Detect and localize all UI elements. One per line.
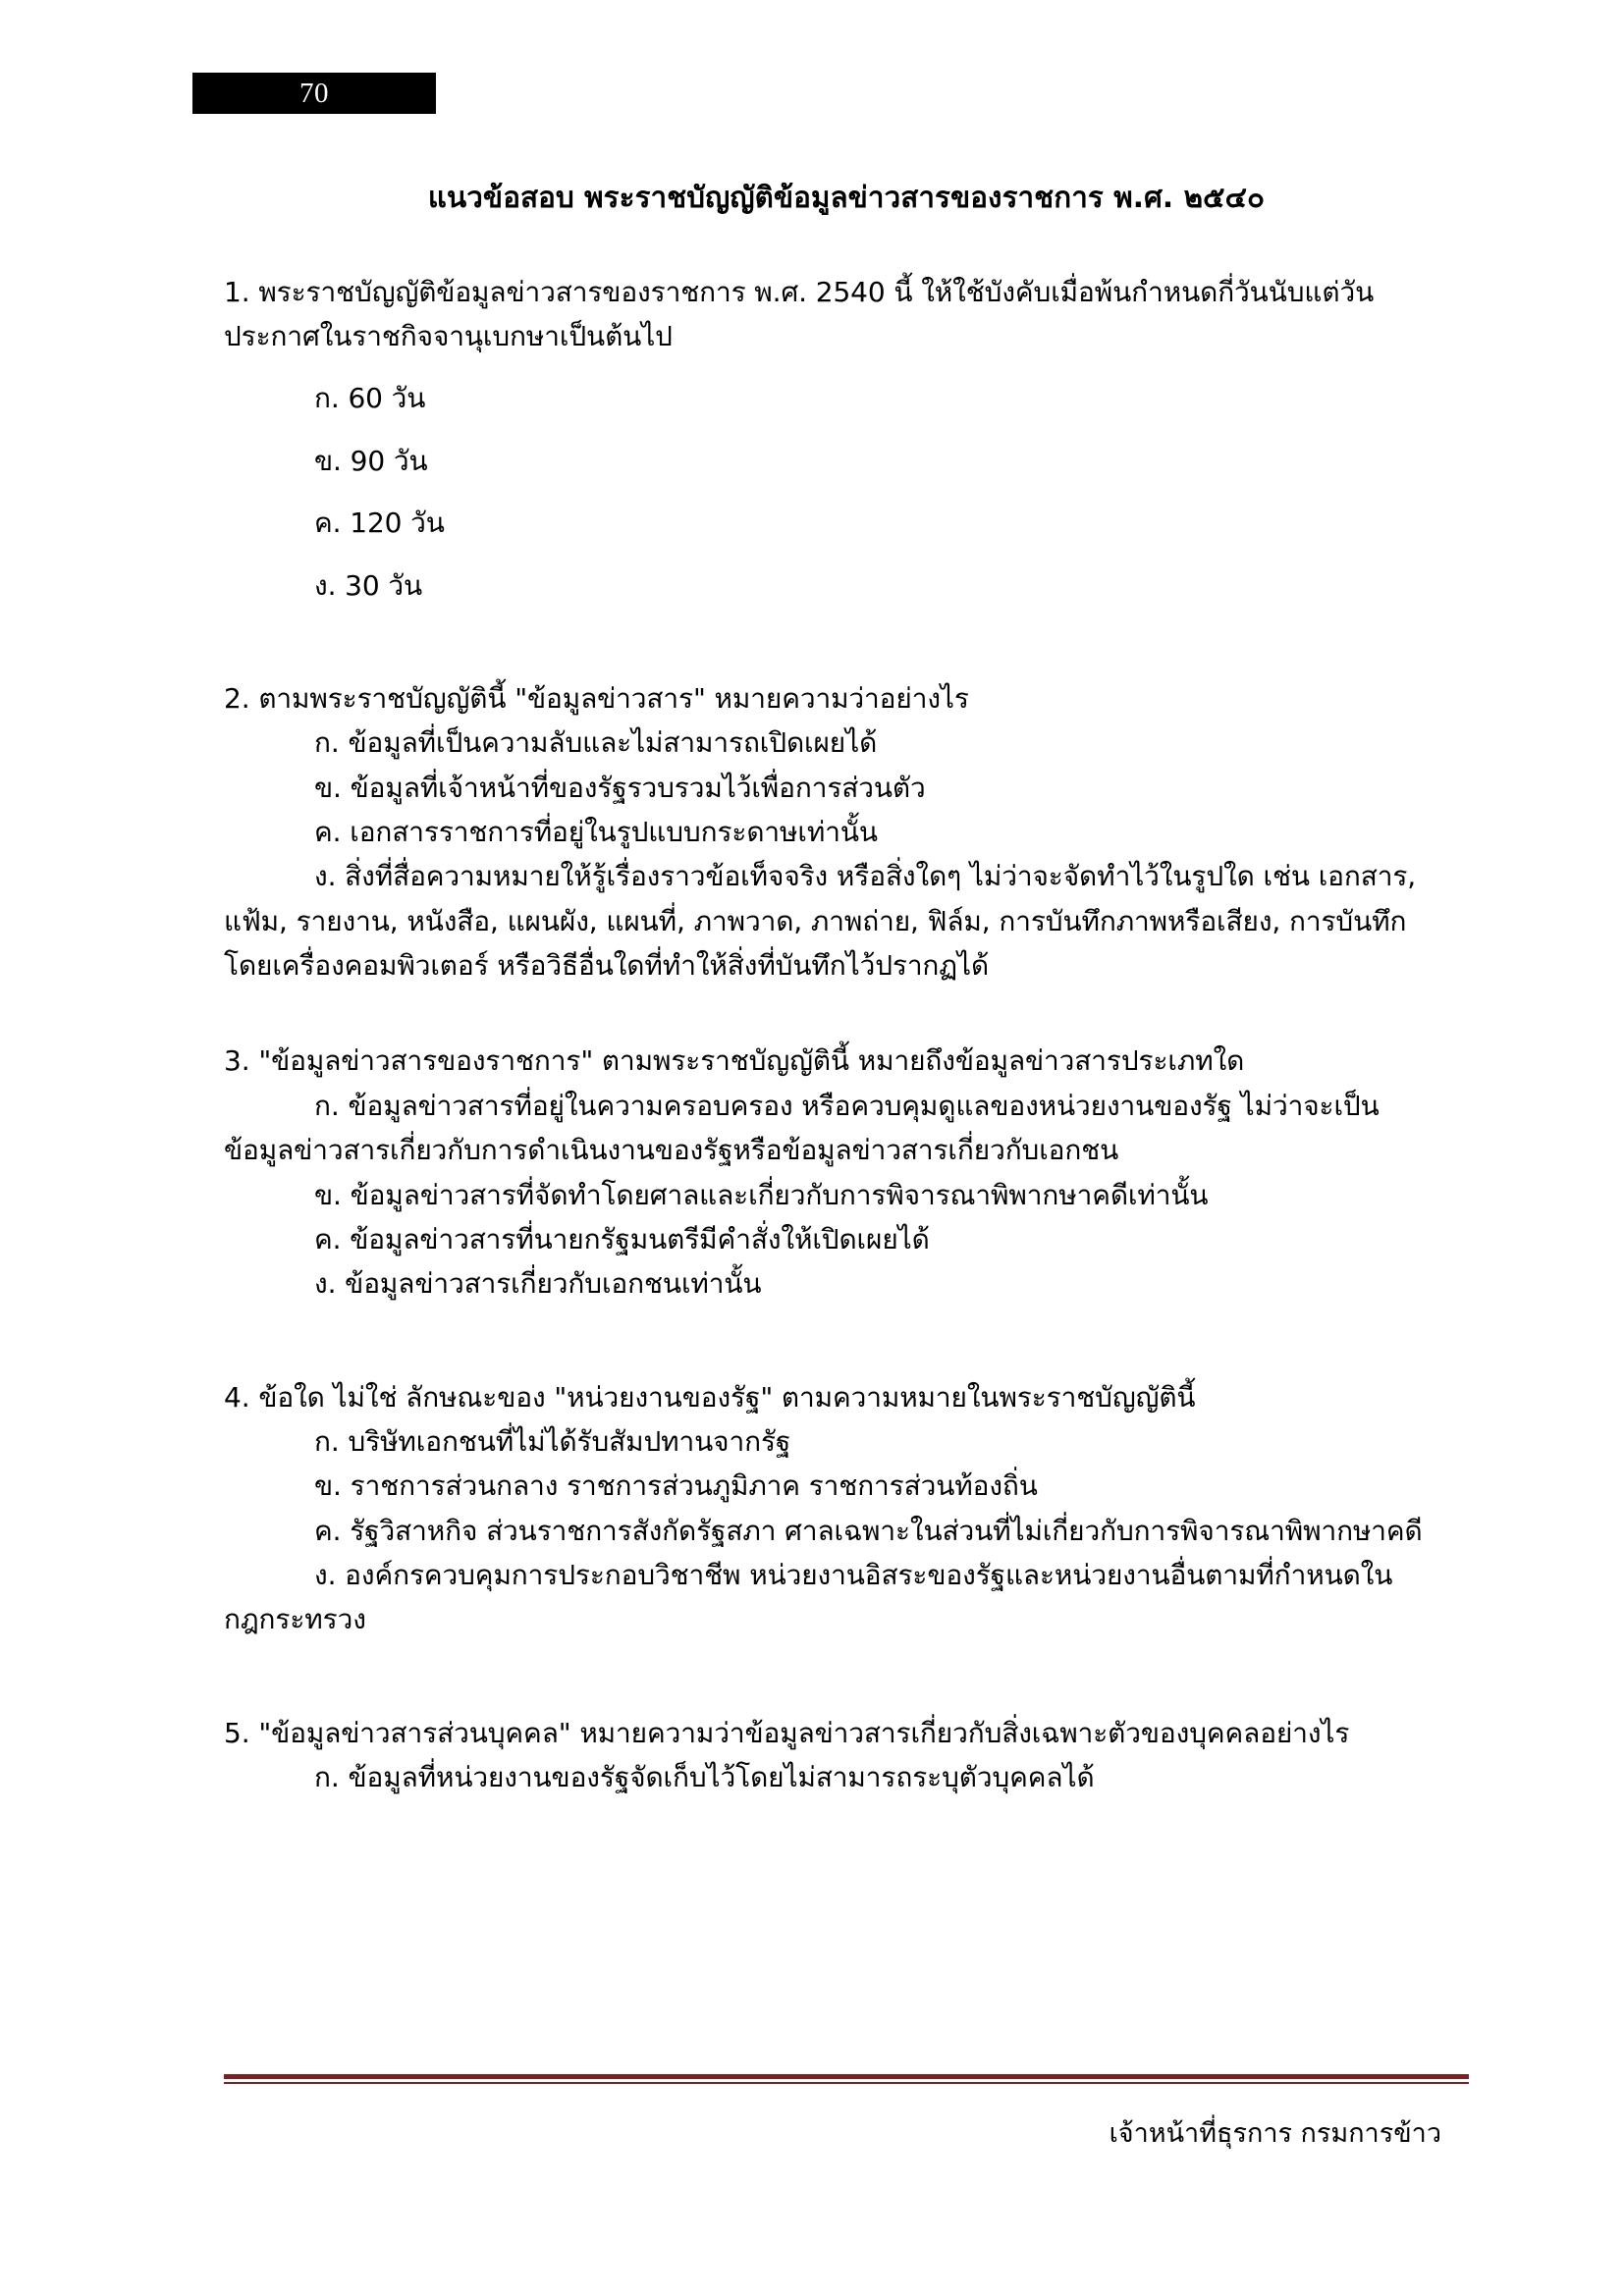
spacer bbox=[224, 659, 1469, 676]
footer-rule-thin bbox=[224, 2082, 1469, 2084]
question-5-choice-a: ก. ข้อมูลที่หน่วยงานของรัฐจัดเก็บไว้โดยไม่สามารถระบุตัวบุคคลได้ bbox=[314, 1761, 1095, 1794]
question-2-choice-d-cont-2: โดยเครื่องคอมพิวเตอร์ หรือวิธีอื่นใดที่ทำให้สิ่งที่บันทึกไว้ปรากฏได้ bbox=[224, 949, 990, 983]
question-2-choice-d-cont-1: แฟ้ม, รายงาน, หนังสือ, แผนผัง, แผนที่, ภาพวาด, ภาพถ่าย, ฟิล์ม, การบันทึกภาพหรือเสียง, การบันทึก bbox=[224, 904, 1407, 937]
question-3-choice-c: ค. ข้อมูลข่าวสารที่นายกรัฐมนตรีมีคำสั่งให้เปิดเผยได้ bbox=[314, 1222, 930, 1255]
spacer bbox=[224, 1693, 1469, 1711]
question-2 bbox=[224, 676, 1469, 988]
question-1-stem-line-1: 1. พระราชบัญญัติข้อมูลข่าวสารของราชการ พ.ศ. 2540 นี้ ให้ใช้บังคับเมื่อพ้นกำหนดกี่วันนับแต่วัน bbox=[224, 275, 1375, 308]
question-5 bbox=[224, 1711, 1469, 1800]
question-1-choice-b: ข. 90 วัน bbox=[314, 444, 428, 477]
question-4-stem-line-1: 4. ข้อใด ไม่ใช่ ลักษณะของ "หน่วยงานของรัฐ" ตามความหมายในพระราชบัญญัตินี้ bbox=[224, 1380, 1196, 1414]
spacer bbox=[224, 1358, 1469, 1375]
page-number-bar bbox=[192, 73, 436, 114]
footer-divider bbox=[224, 2074, 1469, 2084]
footer-text: เจ้าหน้าที่ธุรการ กรมการข้าว bbox=[1109, 2118, 1441, 2149]
page-number: 70 bbox=[299, 77, 329, 109]
spacer bbox=[224, 608, 1469, 659]
question-1-stem-line-2: ประกาศในราชกิจจานุเบกษาเป็นต้นไป bbox=[224, 320, 673, 353]
question-1-choice-a: ก. 60 วัน bbox=[314, 382, 426, 415]
question-2-choice-b: ข. ข้อมูลที่เจ้าหน้าที่ของรัฐรวบรวมไว้เพื่อการส่วนตัว bbox=[314, 771, 926, 804]
question-4-choice-d-cont: กฎกระทรวง bbox=[224, 1603, 366, 1636]
spacer bbox=[224, 1307, 1469, 1358]
question-2-choice-c: ค. เอกสารราชการที่อยู่ในรูปแบบกระดาษเท่านั้น bbox=[314, 816, 878, 848]
question-3-stem-line-1: 3. "ข้อมูลข่าวสารของราชการ" ตามพระราชบัญญัตินี้ หมายถึงข้อมูลข่าวสารประเภทใด bbox=[224, 1044, 1245, 1078]
question-1-choice-d: ง. 30 วัน bbox=[314, 568, 423, 602]
question-4-choice-a: ก. บริษัทเอกชนที่ไม่ได้รับสัมปทานจากรัฐ bbox=[314, 1424, 791, 1458]
question-5-stem-line-1: 5. "ข้อมูลข่าวสารส่วนบุคคล" หมายความว่าข้อมูลข่าวสารเกี่ยวกับสิ่งเฉพาะตัวของบุคคลอย่างไร bbox=[224, 1716, 1350, 1749]
spacer bbox=[224, 219, 1469, 270]
spacer bbox=[224, 421, 1469, 439]
footer-rule-thick bbox=[224, 2074, 1469, 2079]
question-3 bbox=[224, 1039, 1469, 1306]
question-3-choice-a: ก. ข้อมูลข่าวสารที่อยู่ในความครอบครอง หรือควบคุมดูแลของหน่วยงานของรัฐ ไม่ว่าจะเป็น bbox=[314, 1089, 1380, 1122]
question-3-choice-b: ข. ข้อมูลข่าวสารที่จัดทำโดยศาลและเกี่ยวกับการพิจารณาพิพากษาคดีเท่านั้น bbox=[314, 1178, 1209, 1211]
page-title: แนวข้อสอบ พระราชบัญญัติข้อมูลข่าวสารของราชการ พ.ศ. ๒๕๔๐ bbox=[427, 181, 1266, 214]
question-2-choice-a: ก. ข้อมูลที่เป็นความลับและไม่สามารถเปิดเผยได้ bbox=[314, 726, 878, 760]
question-1-choice-c: ค. 120 วัน bbox=[314, 507, 445, 540]
question-3-choice-d: ง. ข้อมูลข่าวสารเกี่ยวกับเอกชนเท่านั้น bbox=[314, 1267, 762, 1301]
question-4 bbox=[224, 1375, 1469, 1642]
question-4-choice-c: ค. รัฐวิสาหกิจ ส่วนราชการสังกัดรัฐสภา ศาลเฉพาะในส่วนที่ไม่เกี่ยวกับการพิจารณาพิพากษาคดี bbox=[314, 1514, 1423, 1547]
document-content bbox=[224, 177, 1469, 1799]
spacer bbox=[224, 483, 1469, 501]
question-4-choice-b: ข. ราชการส่วนกลาง ราชการส่วนภูมิภาค ราชการส่วนท้องถิ่น bbox=[314, 1469, 1038, 1503]
spacer bbox=[224, 546, 1469, 563]
question-3-choice-a-cont: ข้อมูลข่าวสารเกี่ยวกับการดำเนินงานของรัฐหรือข้อมูลข่าวสารเกี่ยวกับเอกชน bbox=[224, 1134, 1119, 1167]
question-2-stem-line-1: 2. ตามพระราชบัญญัตินี้ "ข้อมูลข่าวสาร" หมายความว่าอย่างไร bbox=[224, 681, 969, 715]
spacer bbox=[224, 358, 1469, 376]
question-2-choice-d: ง. สิ่งที่สื่อความหมายให้รู้เรื่องราวข้อเท็จจริง หรือสิ่งใดๆ ไม่ว่าจะจัดทำไว้ในรูปใด เช่น เอกสาร, bbox=[314, 860, 1417, 893]
question-1 bbox=[224, 270, 1469, 608]
question-4-choice-d: ง. องค์กรควบคุมการประกอบวิชาชีพ หน่วยงานอิสระของรัฐและหน่วยงานอื่นตามที่กำหนดใน bbox=[314, 1559, 1393, 1592]
spacer bbox=[224, 988, 1469, 1039]
spacer bbox=[224, 1642, 1469, 1693]
